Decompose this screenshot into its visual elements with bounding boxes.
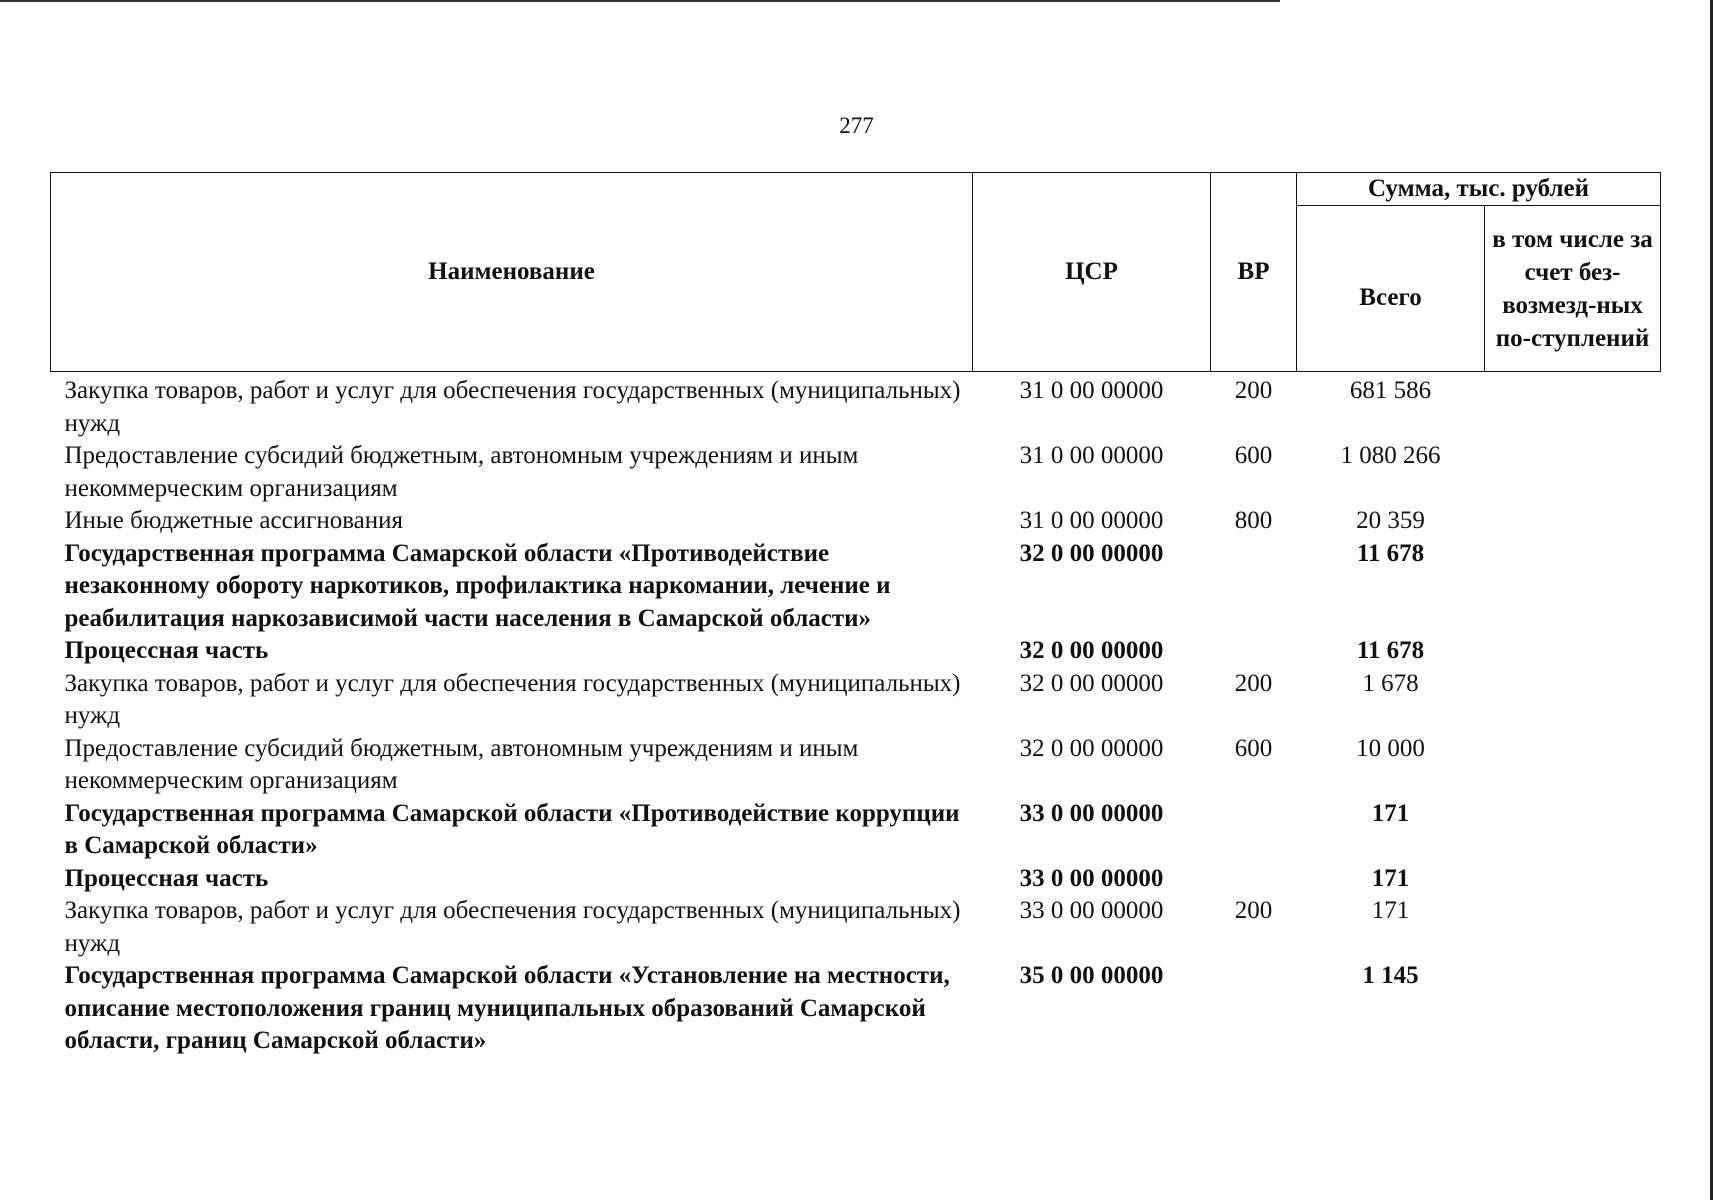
row-name: Государственная программа Самарской области «Установление на местности, описание местоположения границ муниципальных образований Самарской области, границ Самарской области»: [64, 962, 950, 1054]
row-csr: 32 0 00 00000: [1019, 669, 1164, 697]
row-vr: [1211, 635, 1297, 668]
header-sum: Сумма, тыс. рублей: [1297, 173, 1661, 206]
page-number: 277: [839, 113, 874, 138]
row-csr: 31 0 00 00000: [1019, 507, 1164, 534]
header-csr: ЦСР: [973, 173, 1211, 372]
table-row: [51, 863, 1661, 896]
table-row: [51, 895, 1661, 960]
table-row: [51, 668, 1661, 733]
row-total: 1 145: [1362, 962, 1419, 989]
row-incl: [1485, 505, 1661, 538]
row-incl: [1485, 440, 1661, 505]
header-vr: ВР: [1211, 173, 1297, 372]
row-total: 171: [1371, 799, 1410, 827]
row-name: Государственная программа Самарской области «Противодействие коррупции в Самарской области»: [64, 799, 960, 859]
row-name: Закупка товаров, работ и услуг для обеспечения государственных (муниципальных) нужд: [64, 669, 961, 729]
table-header: [51, 173, 1661, 372]
row-incl: [1485, 863, 1661, 896]
row-name: Государственная программа Самарской области «Противодействие незаконному обороту наркотиков, профилактика наркомании, лечение и реабилитация наркозависимой части населения в Самарской области»: [64, 539, 891, 632]
row-csr: 33 0 00 00000: [1019, 799, 1164, 827]
row-vr: [1211, 863, 1297, 896]
row-vr: [1211, 798, 1297, 863]
header-total: Всего: [1297, 206, 1485, 372]
row-total: 20 359: [1356, 507, 1425, 534]
row-incl: [1485, 895, 1661, 960]
row-total: 171: [1371, 897, 1410, 924]
row-csr: 32 0 00 00000: [1019, 637, 1164, 664]
budget-table: [50, 172, 1661, 1058]
row-vr: 200: [1234, 669, 1273, 697]
row-csr: 33 0 00 00000: [1019, 897, 1164, 924]
row-name: Иные бюджетные ассигнования: [64, 507, 404, 534]
header-incl: в том числе за счет без-возмезд-ных по-ступлений: [1485, 206, 1661, 372]
table-row: [51, 733, 1661, 798]
table-row: [51, 372, 1661, 441]
row-vr: 600: [1234, 734, 1273, 762]
row-vr: 600: [1234, 442, 1273, 469]
row-name: Закупка товаров, работ и услуг для обеспечения государственных (муниципальных) нужд: [64, 897, 961, 957]
row-total: 1 678: [1362, 669, 1419, 697]
table-row: [51, 440, 1661, 505]
row-total: 171: [1371, 864, 1410, 892]
row-csr: 31 0 00 00000: [1019, 442, 1164, 469]
row-incl: [1485, 960, 1661, 1058]
table-row: [51, 960, 1661, 1058]
row-csr: 33 0 00 00000: [1019, 864, 1164, 892]
table-row: [51, 538, 1661, 636]
table-row: [51, 505, 1661, 538]
row-total: 11 678: [1356, 637, 1425, 664]
row-incl: [1485, 798, 1661, 863]
header-name: Наименование: [51, 173, 973, 372]
row-total: 681 586: [1349, 377, 1432, 404]
page-top-edge: [0, 0, 1280, 2]
row-vr: [1211, 538, 1297, 636]
row-incl: [1485, 668, 1661, 733]
row-vr: 200: [1234, 897, 1273, 924]
row-name: Предоставление субсидий бюджетным, автономным учреждениям и иным некоммерческим организациям: [64, 734, 859, 794]
row-name: Процессная часть: [64, 637, 269, 664]
row-csr: 32 0 00 00000: [1019, 734, 1164, 762]
row-vr: 200: [1234, 377, 1273, 404]
row-vr: 800: [1234, 507, 1273, 534]
row-vr: [1211, 960, 1297, 1058]
row-name: Закупка товаров, работ и услуг для обеспечения государственных (муниципальных) нужд: [64, 377, 961, 437]
row-csr: 31 0 00 00000: [1019, 377, 1164, 404]
table-body: [51, 372, 1661, 1058]
row-incl: [1485, 372, 1661, 441]
row-name: Процессная часть: [64, 864, 269, 892]
table-row: [51, 798, 1661, 863]
row-incl: [1485, 635, 1661, 668]
row-csr: 35 0 00 00000: [1019, 962, 1164, 989]
table-row: [51, 635, 1661, 668]
row-incl: [1485, 733, 1661, 798]
row-total: 11 678: [1356, 539, 1425, 567]
row-incl: [1485, 538, 1661, 636]
row-total: 1 080 266: [1340, 442, 1441, 469]
row-csr: 32 0 00 00000: [1019, 539, 1164, 567]
row-total: 10 000: [1356, 734, 1425, 762]
row-name: Предоставление субсидий бюджетным, автономным учреждениям и иным некоммерческим организациям: [64, 442, 859, 502]
